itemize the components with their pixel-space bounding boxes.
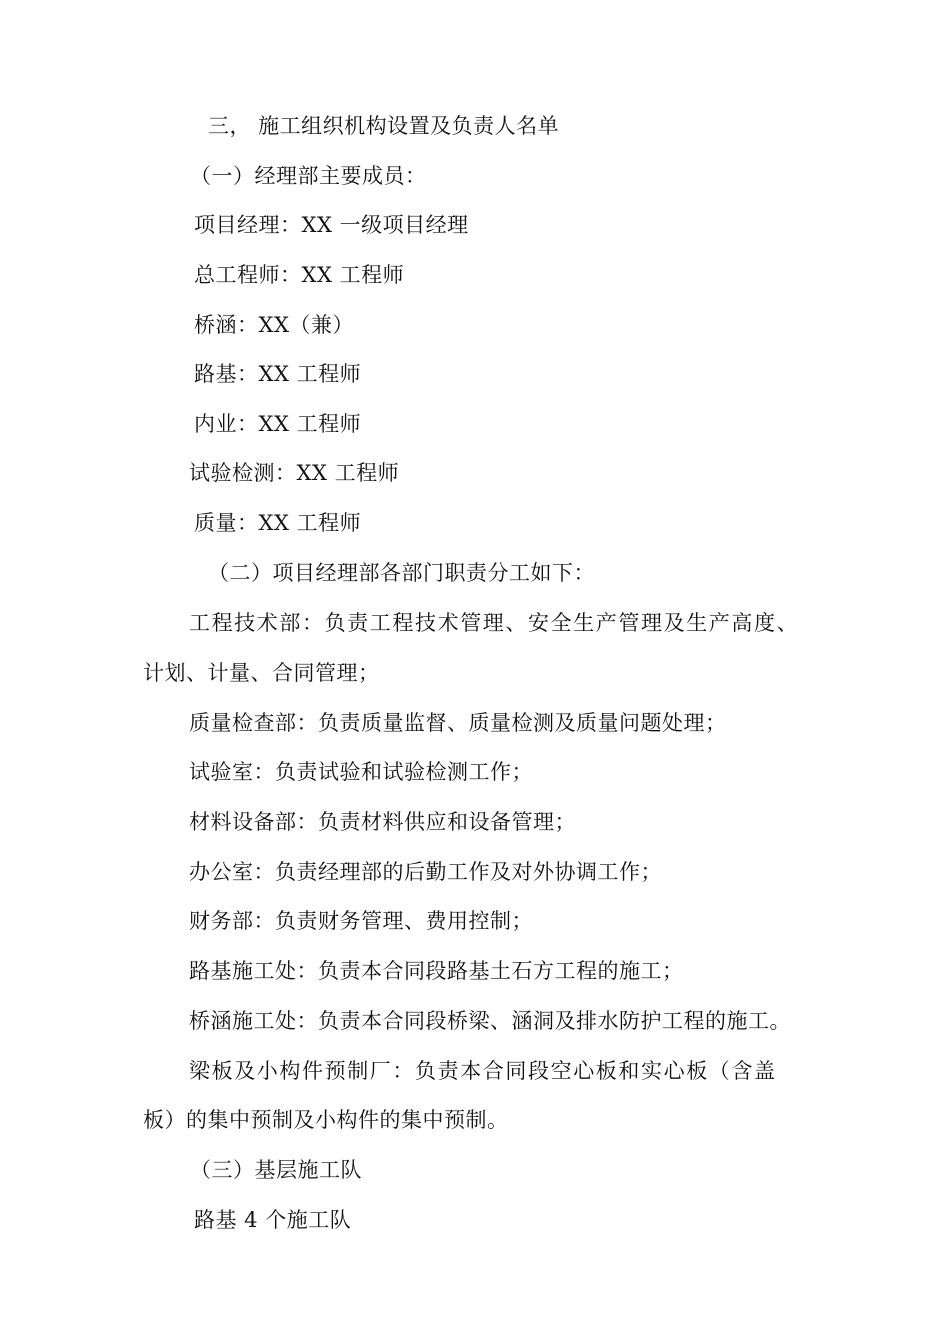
member-office-work: 内业：XX 工程师 (194, 412, 362, 436)
duty-precast-line1: 梁板及小构件预制厂：负责本合同段空心板和实心板（含盖 (189, 1059, 777, 1083)
duty-precast-line2: 板）的集中预制及小构件的集中预制。 (143, 1108, 509, 1132)
subsection-title-members: （一）经理部主要成员： (190, 164, 427, 188)
member-chief-engineer: 总工程师：XX 工程师 (194, 263, 405, 287)
duty-roadbed: 路基施工处：负责本合同段路基土石方工程的施工； (189, 959, 684, 983)
duty-engineering-line1: 工程技术部：负责工程技术管理、安全生产管理及生产高度、 (189, 611, 800, 635)
duty-materials: 材料设备部：负责材料供应和设备管理； (189, 810, 576, 834)
team-roadbed-count: 路基 4 个施工队 (194, 1208, 352, 1232)
subsection-title-teams: （三）基层施工队 (190, 1158, 362, 1182)
member-testing: 试验检测：XX 工程师 (189, 461, 400, 485)
subsection-title-duties: （二）项目经理部各部门职责分工如下： (208, 561, 595, 585)
duty-engineering-line2: 计划、计量、合同管理； (143, 661, 380, 685)
section-heading: 三， 施工组织机构设置及负责人名单 (208, 114, 560, 138)
member-bridge-culvert: 桥涵：XX（兼） (194, 313, 354, 337)
duty-bridge: 桥涵施工处：负责本合同段桥梁、涵洞及排水防护工程的施工。 (189, 1009, 791, 1033)
duty-finance: 财务部：负责财务管理、费用控制； (189, 909, 533, 933)
duty-lab: 试验室：负责试验和试验检测工作； (189, 760, 533, 784)
member-project-manager: 项目经理：XX 一级项目经理 (194, 213, 469, 237)
duty-quality: 质量检查部：负责质量监督、质量检测及质量问题处理； (189, 711, 727, 735)
member-quality: 质量：XX 工程师 (194, 511, 362, 535)
duty-office: 办公室：负责经理部的后勤工作及对外协调工作； (189, 860, 662, 884)
member-roadbed: 路基：XX 工程师 (194, 362, 362, 386)
